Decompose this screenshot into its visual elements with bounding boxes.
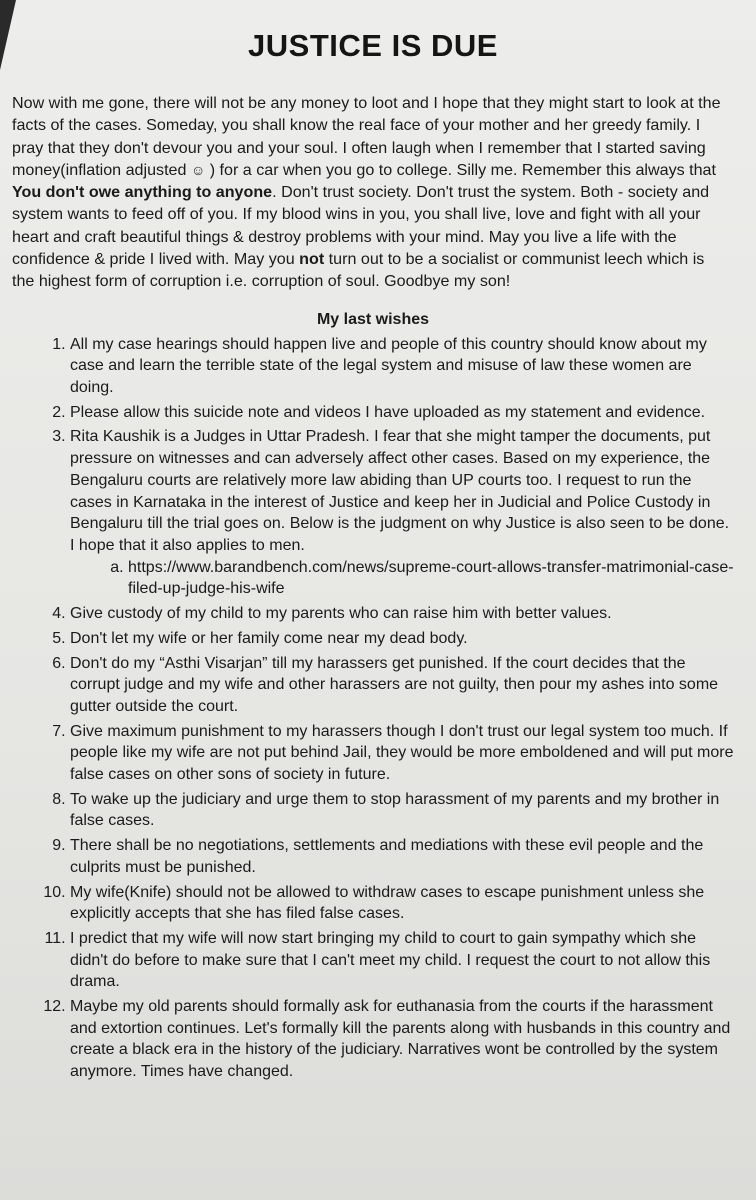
wish-item <box>70 426 734 600</box>
judgment-link[interactable]: https://www.barandbench.com/news/supreme-court-allows-transfer-matrimonial-case-filed-up-judge-his-wife <box>128 558 734 598</box>
judgment-link-item[interactable] <box>128 557 734 600</box>
wish-text: Give maximum punishment to my harassers though I don't trust our legal system too much. If people like my wife are not put behind Jail, they would be more emboldened and will put more false cases on other sons of society in future. <box>70 722 734 784</box>
wish-sublist <box>70 557 734 600</box>
wish-item <box>70 334 734 399</box>
wish-text: My wife(Knife) should not be allowed to withdraw cases to escape punishment unless she explicitly accepts that she has filed false cases. <box>70 883 705 923</box>
wish-text: All my case hearings should happen live and people of this country should know about my case and learn the terrible state of the legal system and misuse of law these women are doing. <box>70 335 707 397</box>
intro-text-2: ) for a car when you go to college. Silly me. Remember this always that <box>205 160 716 179</box>
page-corner-shadow <box>0 0 16 70</box>
intro-paragraph <box>12 92 734 293</box>
wishes-heading: My last wishes <box>316 310 430 328</box>
intro-bold-1: You don't owe anything to anyone <box>12 183 273 202</box>
wish-item <box>70 996 734 1083</box>
wish-item <box>70 835 734 878</box>
wish-text: Rita Kaushik is a Judges in Uttar Pradesh. I fear that she might tamper the documents, put pressure on witnesses and can adversely affect other cases. Based on my experience, the Bengaluru courts are relatively more law abiding than UP courts too. I request to run the cases in Karnataka in the interest of Justice and keep her in Judicial and Police Custody in Bengaluru till the trial goes on. Below is the judgment on why Justice is also seen to be done. I hope that it also applies to men. <box>70 428 730 554</box>
wish-text: Give custody of my child to my parents who can raise him with better values. <box>70 605 612 623</box>
wish-text: There shall be no negotiations, settlements and mediations with these evil people and the culprits must be punished. <box>70 837 704 876</box>
wish-item <box>70 721 734 786</box>
wish-text: Please allow this suicide note and videos I have uploaded as my statement and evidence. <box>70 403 706 421</box>
wish-item <box>70 603 734 625</box>
wishes-list <box>12 334 734 1083</box>
wish-item <box>70 882 734 925</box>
wish-item <box>70 928 734 993</box>
wish-item <box>70 402 734 424</box>
wish-text: To wake up the judiciary and urge them to stop harassment of my parents and my brother in false cases. <box>70 790 720 830</box>
smiley-icon: ☺ <box>190 161 206 178</box>
wish-item <box>70 653 734 718</box>
wish-item <box>70 628 734 650</box>
wish-item <box>70 789 734 832</box>
wish-text: Maybe my old parents should formally ask for euthanasia from the courts if the harassment and extortion continues. Let's formally kill the parents along with husbands in this country and create a black era in the history of the judiciary. Narratives wont be controlled by the system anymore. Times have changed. <box>70 998 731 1081</box>
wish-text: Don't do my “Asthi Visarjan” till my harassers get punished. If the court decides that the corrupt judge and my wife and other harassers are not guilty, then pour my ashes into some gutter outside the court. <box>70 654 719 715</box>
wish-text: I predict that my wife will now start bringing my child to court to gain sympathy which she didn't do before to make sure that I can't meet my child. I request the court to not allow this drama. <box>70 929 711 991</box>
intro-text-3: . Don't trust society. Don't trust the system. Both - society and system wants to feed off of you. If my blood wins in you, you shall live, love and fight with all your heart and craft beautiful things & destroy problems with your mind. May you live a life with the confidence & pride I lived with. May you <box>12 183 710 269</box>
intro-text-1: Now with me gone, there will not be any money to loot and I hope that they might start to look at the facts of the cases. Someday, you shall know the real face of your mother and her greedy family. I pray that they don't devour you and your soul. I often laugh when I remember that I started saving money(inflation adjusted <box>12 94 721 179</box>
intro-text-4: turn out to be a socialist or communist leech which is the highest form of corruption i.e. corruption of soul. Goodbye my son! <box>12 250 705 291</box>
page-title: JUSTICE IS DUE <box>248 28 498 63</box>
intro-bold-2: not <box>299 250 325 269</box>
wish-text: Don't let my wife or her family come near my dead body. <box>70 629 468 647</box>
